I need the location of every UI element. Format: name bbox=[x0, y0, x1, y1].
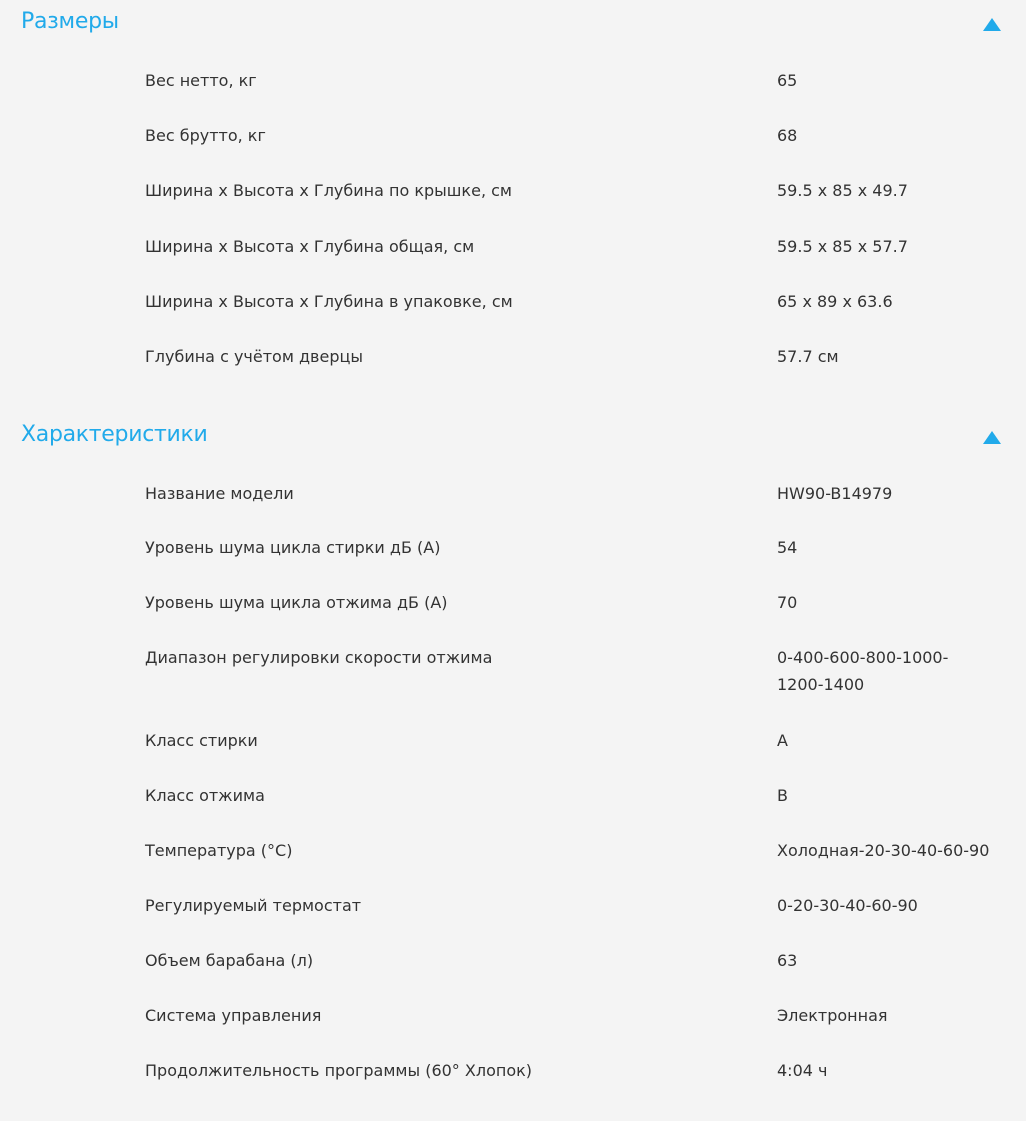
spec-value: HW90-B14979 bbox=[777, 484, 893, 503]
spec-value: 0-400-600-800-1000-1200-1400 bbox=[777, 648, 949, 694]
spec-label: Вес нетто, кг bbox=[145, 71, 257, 90]
triangle-up-icon[interactable] bbox=[983, 18, 1001, 31]
spec-label: Ширина x Высота x Глубина по крышке, см bbox=[145, 181, 512, 200]
spec-value: 65 x 89 x 63.6 bbox=[777, 292, 893, 311]
spec-label: Продолжительность программы (60° Хлопок) bbox=[145, 1061, 533, 1080]
triangle-up-icon[interactable] bbox=[983, 431, 1001, 444]
spec-value: 70 bbox=[777, 593, 798, 612]
spec-value: 59.5 x 85 x 49.7 bbox=[777, 181, 908, 200]
section-title: Размеры bbox=[21, 9, 119, 34]
spec-label: Система управления bbox=[145, 1006, 322, 1025]
spec-label: Ширина x Высота x Глубина общая, см bbox=[145, 237, 475, 256]
spec-label: Вес брутто, кг bbox=[145, 126, 266, 145]
spec-label: Температура (°C) bbox=[145, 841, 293, 860]
spec-value: 63 bbox=[777, 951, 798, 970]
spec-label: Объем барабана (л) bbox=[145, 951, 314, 970]
section-dimensions bbox=[0, 0, 1026, 366]
section-title: Характеристики bbox=[21, 422, 208, 447]
spec-label: Глубина с учётом дверцы bbox=[145, 347, 363, 366]
section-header-characteristics[interactable] bbox=[0, 413, 1026, 453]
spec-value: 59.5 x 85 x 57.7 bbox=[777, 237, 908, 256]
spec-label: Класс стирки bbox=[145, 731, 258, 750]
spec-label: Диапазон регулировки скорости отжима bbox=[145, 648, 493, 667]
spec-label: Ширина x Высота x Глубина в упаковке, см bbox=[145, 292, 513, 311]
spec-value: A bbox=[777, 731, 788, 750]
spec-value: Электронная bbox=[777, 1006, 888, 1025]
spec-label: Название модели bbox=[145, 484, 294, 503]
section-characteristics bbox=[0, 413, 1026, 1080]
spec-value: 0-20-30-40-60-90 bbox=[777, 896, 918, 915]
spec-value: 4:04 ч bbox=[777, 1061, 828, 1080]
spec-value: Холодная-20-30-40-60-90 bbox=[777, 841, 990, 860]
spec-label: Регулируемый термостат bbox=[145, 896, 362, 915]
spec-value: 54 bbox=[777, 538, 798, 557]
section-header-dimensions[interactable] bbox=[0, 0, 1026, 40]
spec-value: 68 bbox=[777, 126, 798, 145]
spec-label: Класс отжима bbox=[145, 786, 265, 805]
spec-value: B bbox=[777, 786, 788, 805]
spec-label: Уровень шума цикла стирки дБ (А) bbox=[145, 538, 441, 557]
spec-value: 65 bbox=[777, 71, 798, 90]
spec-value: 57.7 см bbox=[777, 347, 839, 366]
spec-label: Уровень шума цикла отжима дБ (А) bbox=[145, 593, 448, 612]
